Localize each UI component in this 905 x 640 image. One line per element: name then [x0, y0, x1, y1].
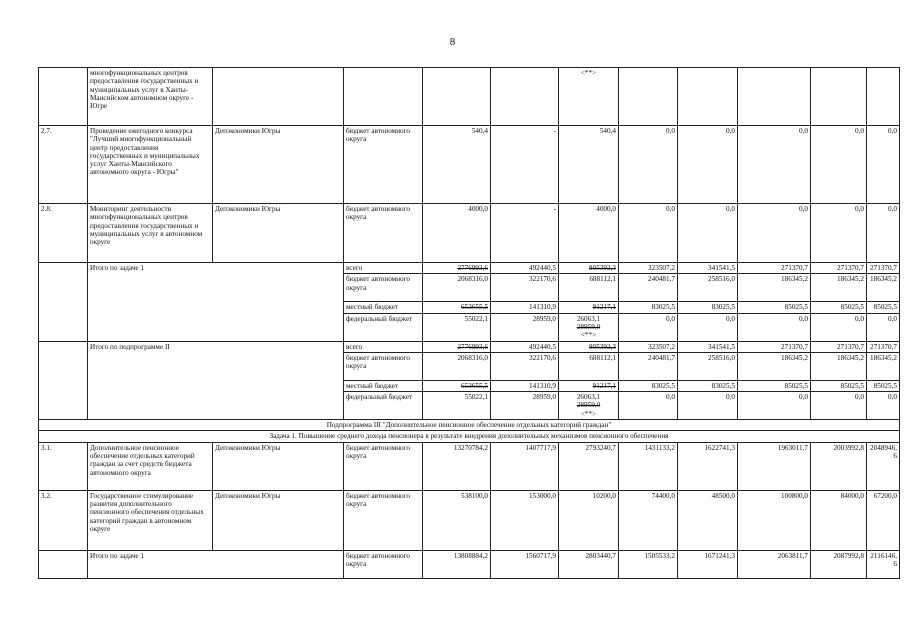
- value-y1: [491, 68, 559, 126]
- value-total: 2776993,6: [423, 341, 491, 352]
- funding-source: всего: [344, 341, 423, 352]
- value-y5: 100800,0: [738, 490, 811, 550]
- value-y1: 1407717,9: [491, 442, 559, 490]
- value-y4: 0,0: [678, 204, 738, 263]
- value-y7: 2048946,6: [867, 442, 900, 490]
- value-y2: 2793240,7: [559, 442, 619, 490]
- value-y7: 271370,7: [867, 263, 900, 274]
- value-y6: 0,0: [811, 392, 867, 420]
- value-y2: [559, 313, 619, 341]
- value-y3: 0,0: [619, 204, 678, 263]
- value-y3: 0,0: [619, 126, 678, 204]
- activity-name: Проведение ежегодного конкурса "Лучший многофункциональный центр предоставления государственных и муниципальных услуг Ханты-Мансийского автономного округа - Югры": [88, 126, 213, 204]
- value-y4: 0,0: [678, 392, 738, 420]
- row-number: 3.1.: [39, 442, 88, 490]
- value-y1: -: [491, 126, 559, 204]
- value-line: 26063,1: [576, 314, 601, 323]
- value-y4: [678, 68, 738, 126]
- value-total: 2776993,6: [423, 263, 491, 274]
- executor: Депэкономики Югры: [213, 442, 344, 490]
- value-y5: 271370,7: [738, 341, 811, 352]
- total-row: [39, 263, 900, 274]
- executor: [213, 68, 344, 126]
- value-y5: 0,0: [738, 204, 811, 263]
- value-y4: 258516,0: [678, 352, 738, 380]
- row-number: 3.2.: [39, 490, 88, 550]
- value-y5: 0,0: [738, 126, 811, 204]
- value-y3: 1431133,2: [619, 442, 678, 490]
- value-y6: 0,0: [811, 204, 867, 263]
- value-y1: -: [491, 204, 559, 263]
- value-y2: 10200,0: [559, 490, 619, 550]
- value-total: 653655,5: [423, 302, 491, 313]
- value-total: [423, 68, 491, 126]
- value-y4: 0,0: [678, 126, 738, 204]
- value-y4: 1622741,3: [678, 442, 738, 490]
- value-total: 13808884,2: [423, 550, 491, 578]
- value-y7: [867, 68, 900, 126]
- value-y2: 805392,3: [559, 263, 619, 274]
- value-total: 538100,0: [423, 490, 491, 550]
- total-label: Итого по задаче 1: [88, 550, 344, 578]
- funding-source: федеральный бюджет: [344, 313, 423, 341]
- value-y4: 1671241,3: [678, 550, 738, 578]
- value-y2: 805392,3: [559, 341, 619, 352]
- value-y1: 492440,5: [491, 263, 559, 274]
- value-y3: 1505533,2: [619, 550, 678, 578]
- executor: Депэкономики Югры: [213, 490, 344, 550]
- task-title: Задача 1. Повышение среднего дохода пенсионера в результате внедрения дополнительных механизмов пенсионного обеспечения: [39, 431, 900, 442]
- value-y3: 74400,0: [619, 490, 678, 550]
- value-y7: 0,0: [867, 204, 900, 263]
- value-y2: 2803440,7: [559, 550, 619, 578]
- funding-source: бюджет автономного округа: [344, 442, 423, 490]
- value-y5: 85025,5: [738, 380, 811, 391]
- value-y7: 0,0: [867, 392, 900, 420]
- value-y7: 2116146,6: [867, 550, 900, 578]
- funding-source: бюджет автономного округа: [344, 352, 423, 380]
- value-y2: 91217,1: [559, 380, 619, 391]
- value-y3: 240481,7: [619, 274, 678, 302]
- value-y3: 323507,2: [619, 263, 678, 274]
- value-y1: 28959,0: [491, 313, 559, 341]
- value-y7: 85025,5: [867, 302, 900, 313]
- value-y6: 0,0: [811, 313, 867, 341]
- table-row: [39, 490, 900, 550]
- value-y2: 4000,0: [559, 204, 619, 263]
- value-y2: 688112,1: [559, 352, 619, 380]
- value-y5: 1963011,7: [738, 442, 811, 490]
- row-number: [39, 550, 88, 578]
- executor: Депэкономики Югры: [213, 204, 344, 263]
- table-row: [39, 204, 900, 263]
- value-y5: 2063811,7: [738, 550, 811, 578]
- value-y1: 322170,6: [491, 352, 559, 380]
- table-row: [39, 68, 900, 126]
- value-y6: 271370,7: [811, 341, 867, 352]
- value-line-struck: 28959,0: [576, 322, 601, 331]
- footnote-mark: <**>: [580, 331, 597, 340]
- value-y6: 84000,0: [811, 490, 867, 550]
- value-y1: 153000,0: [491, 490, 559, 550]
- funding-source: местный бюджет: [344, 302, 423, 313]
- table-row: [39, 126, 900, 204]
- value-y6: 85025,5: [811, 302, 867, 313]
- value-y7: 0,0: [867, 313, 900, 341]
- section-row: [39, 431, 900, 442]
- footnote-mark: <**>: [580, 409, 597, 418]
- budget-table: [38, 67, 900, 579]
- value-y1: 141310,9: [491, 302, 559, 313]
- value-total: 55022,1: [423, 313, 491, 341]
- activity-name: Дополнительное пенсионное обеспечение отдельных категорий граждан за счет средств бюджета автономного округа: [88, 442, 213, 490]
- activity-name: Государственное стимулирование развития дополнительного пенсионного обеспечения отдельных категорий граждан в автономном округе: [88, 490, 213, 550]
- value-total: 2068316,0: [423, 274, 491, 302]
- total-row: [39, 550, 900, 578]
- funding-source: федеральный бюджет: [344, 392, 423, 420]
- value-y5: [738, 68, 811, 126]
- value-y3: 0,0: [619, 392, 678, 420]
- row-number: 2.7.: [39, 126, 88, 204]
- value-y6: 271370,7: [811, 263, 867, 274]
- value-y2: 688112,1: [559, 274, 619, 302]
- value-y2: 540,4: [559, 126, 619, 204]
- page-number: 8: [449, 36, 456, 48]
- value-y6: 2087992,8: [811, 550, 867, 578]
- value-y6: 2003992,8: [811, 442, 867, 490]
- total-label: Итого по задаче 1: [88, 263, 344, 342]
- value-y5: 186345,2: [738, 274, 811, 302]
- value-y4: 341541,5: [678, 341, 738, 352]
- value-y6: 0,0: [811, 126, 867, 204]
- row-number: 2.8.: [39, 204, 88, 263]
- value-total: 2068316,0: [423, 352, 491, 380]
- value-y7: 67200,0: [867, 490, 900, 550]
- funding-source: бюджет автономного округа: [344, 550, 423, 578]
- subprogram-title: Подпрограмма III "Дополнительное пенсионное обеспечение отдельных категорий граждан": [39, 420, 900, 431]
- value-y5: 0,0: [738, 392, 811, 420]
- activity-name: Мониторинг деятельности многофункциональных центров предоставления государственных и муниципальных услуг в автономном округе: [88, 204, 213, 263]
- row-number: [39, 341, 88, 420]
- value-y3: [619, 68, 678, 126]
- value-y6: 186345,2: [811, 274, 867, 302]
- value-y1: 28959,0: [491, 392, 559, 420]
- value-y5: 0,0: [738, 313, 811, 341]
- value-y6: 85025,5: [811, 380, 867, 391]
- value-y4: 48500,0: [678, 490, 738, 550]
- value-total: 540,4: [423, 126, 491, 204]
- value-y6: [811, 68, 867, 126]
- value-y2: [559, 392, 619, 420]
- value-y3: 83025,5: [619, 380, 678, 391]
- value-line: 26063,1: [576, 393, 601, 402]
- value-y6: 186345,2: [811, 352, 867, 380]
- value-y4: 341541,5: [678, 263, 738, 274]
- activity-name: многофункциональных центров предоставления государственных и муниципальных услуг в Ханты-Мансийском автономном округе - Югре: [88, 68, 213, 126]
- funding-source: местный бюджет: [344, 380, 423, 391]
- value-y4: 0,0: [678, 313, 738, 341]
- value-y3: 323507,2: [619, 341, 678, 352]
- value-y5: 85025,5: [738, 302, 811, 313]
- value-y1: 1560717,9: [491, 550, 559, 578]
- funding-source: бюджет автономного округа: [344, 490, 423, 550]
- value-y3: 240481,7: [619, 352, 678, 380]
- value-y7: 271370,7: [867, 341, 900, 352]
- table-row: [39, 442, 900, 490]
- value-y5: 271370,7: [738, 263, 811, 274]
- value-total: 4000,0: [423, 204, 491, 263]
- value-y3: 0,0: [619, 313, 678, 341]
- value-y5: 186345,2: [738, 352, 811, 380]
- row-number: [39, 68, 88, 126]
- funding-source: [344, 68, 423, 126]
- value-y1: 492440,5: [491, 341, 559, 352]
- executor: Депэкономики Югры: [213, 126, 344, 204]
- section-row: [39, 420, 900, 431]
- value-total: 55022,1: [423, 392, 491, 420]
- value-y4: 83025,5: [678, 302, 738, 313]
- value-total: 653655,5: [423, 380, 491, 391]
- total-label: Итого по подпрограмме II: [88, 341, 344, 420]
- value-y7: 0,0: [867, 126, 900, 204]
- value-y4: 258516,0: [678, 274, 738, 302]
- funding-source: бюджет автономного округа: [344, 274, 423, 302]
- value-y4: 83025,5: [678, 380, 738, 391]
- value-y2: 91217,1: [559, 302, 619, 313]
- value-y3: 83025,5: [619, 302, 678, 313]
- funding-source: бюджет автономного округа: [344, 126, 423, 204]
- value-total: 13270784,2: [423, 442, 491, 490]
- value-line-struck: 28959,0: [576, 401, 601, 410]
- value-y1: 141310,9: [491, 380, 559, 391]
- funding-source: бюджет автономного округа: [344, 204, 423, 263]
- total-row: [39, 341, 900, 352]
- row-number: [39, 263, 88, 342]
- value-y7: 85025,5: [867, 380, 900, 391]
- funding-source: всего: [344, 263, 423, 274]
- value-y2: <**>: [559, 68, 619, 126]
- value-y7: 186345,2: [867, 352, 900, 380]
- value-y1: 322170,6: [491, 274, 559, 302]
- value-y7: 186345,2: [867, 274, 900, 302]
